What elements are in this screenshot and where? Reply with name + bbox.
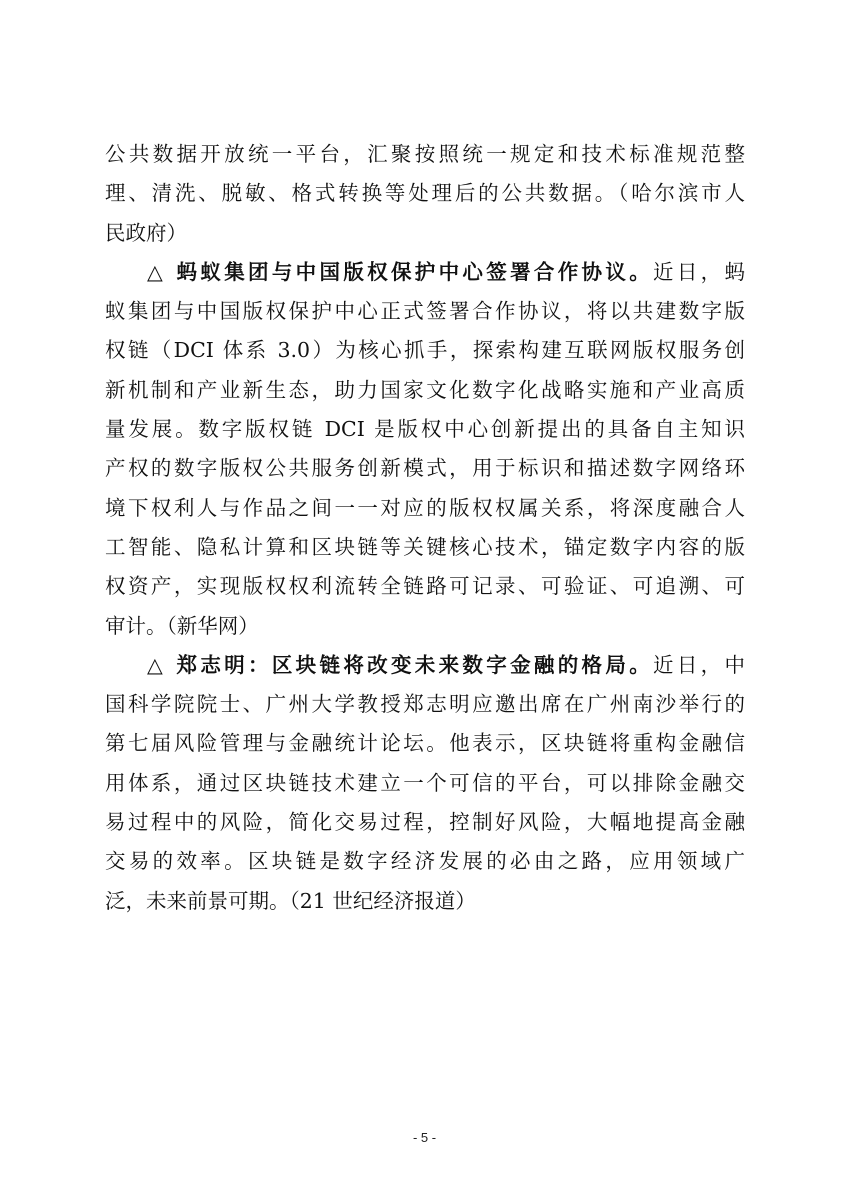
text-line: 泛，未来前景可期。（21 世纪经济报道） (105, 888, 476, 913)
text-line: 产权的数字版权公共服务创新模式，用于标识和描述数字网络环 (105, 456, 745, 481)
text-line: 审计。（新华网） (105, 613, 259, 638)
text-line: 权链（DCI 体系 3.0）为核心抓手，探索构建互联网版权服务创 (105, 338, 745, 363)
text-line: 第七届风险管理与金融统计论坛。他表示，区块链将重构金融信 (105, 731, 745, 756)
text-line: 民政府） (105, 220, 187, 245)
text-line: 理、清洗、脱敏、格式转换等处理后的公共数据。（哈尔滨市人 (105, 181, 745, 206)
text-line: 境下权利人与作品之间一一对应的版权权属关系，将深度融合人 (105, 495, 745, 520)
paragraph-lead-rest: 近日，中 (653, 652, 746, 677)
paragraph-ant-group (105, 253, 745, 646)
page-number: - 5 - (412, 1130, 437, 1145)
text-line (105, 646, 745, 685)
text-line: 新机制和产业新生态，助力国家文化数字化战略实施和产业高质 (105, 377, 745, 402)
text-line: 易过程中的风险，简化交易过程，控制好风险，大幅地提高金融 (105, 810, 745, 835)
body-text (105, 135, 745, 921)
text-line (105, 253, 745, 292)
text-line: 用体系，通过区块链技术建立一个可信的平台，可以排除金融交 (105, 770, 745, 795)
paragraph-lead-rest: 近日，蚂 (653, 259, 746, 284)
paragraph-lead-heading: △ 蚂蚁集团与中国版权保护中心签署合作协议。 (147, 259, 654, 284)
text-line: 蚁集团与中国版权保护中心正式签署合作协议，将以共建数字版 (105, 299, 745, 324)
text-line: 工智能、隐私计算和区块链等关键核心技术，锚定数字内容的版 (105, 534, 745, 559)
text-line: 国科学院院士、广州大学教授郑志明应邀出席在广州南沙举行的 (105, 692, 745, 717)
text-line: 公共数据开放统一平台，汇聚按照统一规定和技术标准规范整 (105, 142, 745, 166)
paragraph-zheng-zhiming (105, 646, 745, 921)
text-line: 权资产，实现版权权利流转全链路可记录、可验证、可追溯、可 (105, 574, 745, 599)
text-line: 量发展。数字版权链 DCI 是版权中心创新提出的具备自主知识 (105, 417, 745, 442)
paragraph-lead-heading: △ 郑志明：区块链将改变未来数字金融的格局。 (147, 652, 654, 677)
text-line: 交易的效率。区块链是数字经济发展的必由之路，应用领域广 (105, 849, 745, 874)
paragraph-public-data (105, 135, 745, 253)
